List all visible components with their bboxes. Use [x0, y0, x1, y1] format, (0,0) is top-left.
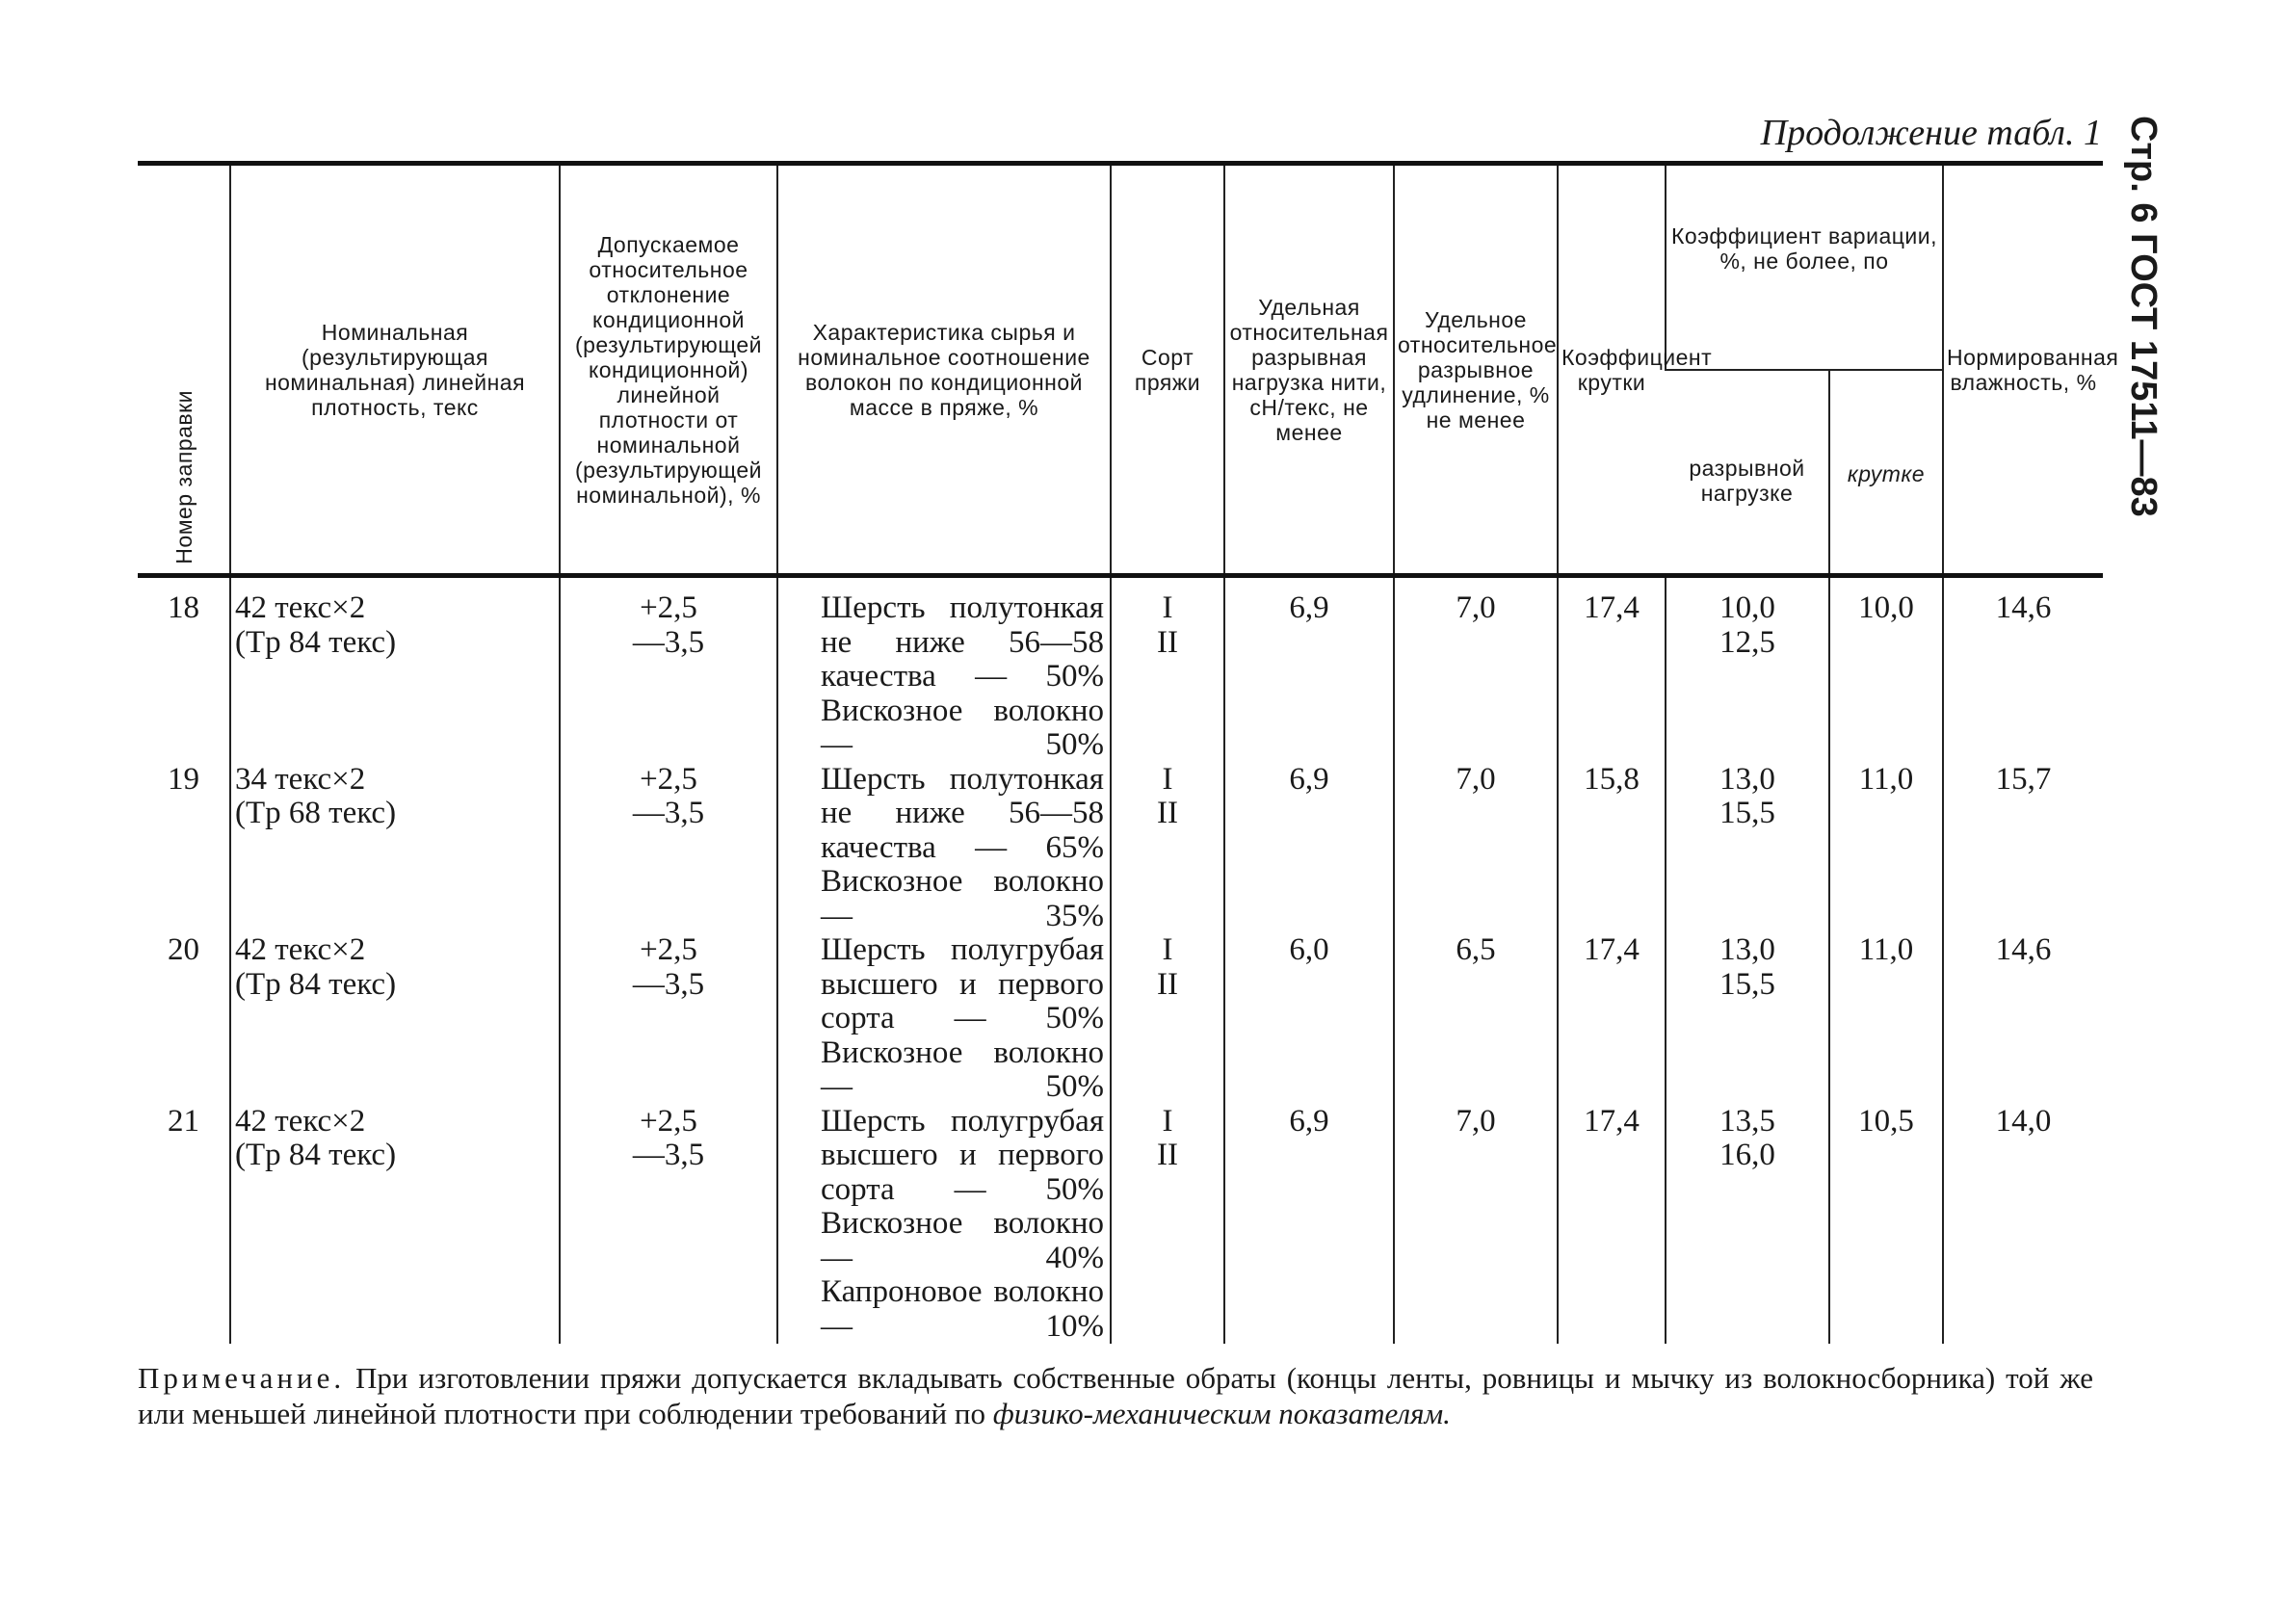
cell-composition [777, 933, 1111, 1105]
header-variation: Коэффициент вариации, %, не более, по [1666, 164, 1943, 370]
page-side-header [2115, 116, 2173, 520]
cell-density [230, 763, 560, 934]
page-side-header-text: Стр. 6 ГОСТ 17511—83 [2123, 116, 2164, 517]
variation-line: 13,0 [1719, 761, 1775, 797]
cell-variation-twist: 11,0 [1829, 933, 1943, 1105]
table-row [138, 763, 2103, 934]
cell-twist-coefficient: 17,4 [1558, 1105, 1666, 1345]
grade-line: II [1157, 796, 1178, 830]
cell-twist-coefficient: 15,8 [1558, 763, 1666, 934]
header-breaking-load: Удельная относительная разрывная нагрузка нити, сН/текс, не менее [1224, 164, 1394, 576]
deviation-minus: —3,5 [632, 796, 705, 830]
cell-composition [777, 1105, 1111, 1345]
grade-line: II [1157, 966, 1178, 1002]
grade-line: I [1162, 932, 1173, 967]
header-humidity: Нормированная влажность, % [1943, 164, 2103, 576]
header-deviation: Допускаемое относительное отклонение кондиционной (результирующей кондиционной) линейной плотности от номинальной (результирующей номинальной), % [560, 164, 777, 576]
variation-line: 15,5 [1719, 796, 1775, 830]
composition-item: Шерсть полугрубая высшего и первого сорта — 50% [821, 932, 1104, 1035]
variation-line: 15,5 [1719, 966, 1775, 1002]
density-line: 34 текс×2 [235, 761, 366, 797]
cell-number: 18 [168, 590, 199, 625]
header-variation-breaking: разрывной нагрузке [1666, 370, 1829, 576]
note-label: Примечание. [138, 1361, 346, 1395]
header-number: Номер заправки [138, 164, 230, 576]
note-text: При изготовлении пряжи допускается вкладывать собственные обраты (концы ленты, ровницы и мычку из волокносборника) той же или меньшей линейной плотности при соблюдении требований по [138, 1361, 2094, 1430]
cell-variation-twist: 11,0 [1829, 763, 1943, 934]
grade-line: I [1162, 1103, 1173, 1139]
variation-line: 16,0 [1719, 1138, 1775, 1172]
cell-elongation: 7,0 [1394, 763, 1558, 934]
composition-item: Вискозное волокно — 50% [821, 693, 1104, 762]
cell-density [230, 576, 560, 763]
header-variation-twist: крутке [1829, 370, 1943, 576]
yarn-specification-table [138, 161, 2119, 1344]
grade-line: I [1162, 590, 1173, 625]
cell-composition [777, 763, 1111, 934]
header-elongation: Удельное относительное разрывное удлинение, % не менее [1394, 164, 1558, 576]
table-row [138, 933, 2103, 1105]
cell-grade [1111, 1105, 1224, 1345]
cell-elongation: 6,5 [1394, 933, 1558, 1105]
header-density: Номинальная (результирующая номинальная) линейная плотность, текс [230, 164, 560, 576]
cell-composition [777, 576, 1111, 763]
density-line: (Tр 84 текс) [235, 1138, 397, 1172]
deviation-minus: —3,5 [632, 966, 705, 1002]
variation-line: 10,0 [1719, 590, 1775, 625]
table-row [138, 576, 2103, 763]
cell-number: 19 [168, 761, 199, 797]
cell-breaking-load: 6,9 [1224, 1105, 1394, 1345]
cell-deviation [560, 576, 777, 763]
cell-grade [1111, 763, 1224, 934]
cell-humidity: 14,6 [1943, 933, 2103, 1105]
cell-deviation [560, 1105, 777, 1345]
header-composition: Характеристика сырья и номинальное соотношение волокон по кондиционной массе в пряже, % [777, 164, 1111, 576]
cell-grade [1111, 933, 1224, 1105]
cell-variation-breaking [1666, 933, 1829, 1105]
deviation-plus: +2,5 [640, 590, 697, 625]
cell-deviation [560, 933, 777, 1105]
density-line: (Tр 84 текс) [235, 966, 397, 1002]
cell-breaking-load: 6,9 [1224, 576, 1394, 763]
density-line: (Tр 68 текс) [235, 796, 397, 830]
cell-twist-coefficient: 17,4 [1558, 576, 1666, 763]
cell-breaking-load: 6,0 [1224, 933, 1394, 1105]
deviation-plus: +2,5 [640, 1103, 697, 1139]
deviation-plus: +2,5 [640, 932, 697, 967]
deviation-minus: —3,5 [632, 1138, 705, 1172]
cell-elongation: 7,0 [1394, 576, 1558, 763]
cell-breaking-load: 6,9 [1224, 763, 1394, 934]
composition-item: Вискозное волокно — 50% [821, 1035, 1104, 1104]
grade-line: II [1157, 1138, 1178, 1172]
cell-variation-twist: 10,0 [1829, 576, 1943, 763]
composition-item: Шерсть полугрубая высшего и первого сорта — 50% [821, 1103, 1104, 1207]
variation-line: 13,5 [1719, 1103, 1775, 1139]
cell-density [230, 1105, 560, 1345]
cell-variation-breaking [1666, 1105, 1829, 1345]
cell-number: 21 [168, 1103, 199, 1139]
cell-humidity: 15,7 [1943, 763, 2103, 934]
cell-humidity: 14,0 [1943, 1105, 2103, 1345]
cell-variation-twist: 10,5 [1829, 1105, 1943, 1345]
variation-line: 13,0 [1719, 932, 1775, 967]
composition-item: Шерсть полутонкая не ниже 56—58 качества — 65% [821, 761, 1104, 865]
cell-number: 20 [168, 932, 199, 967]
cell-deviation [560, 763, 777, 934]
table-caption: Продолжение табл. 1 [1760, 113, 2102, 153]
variation-line: 12,5 [1719, 624, 1775, 660]
cell-density [230, 933, 560, 1105]
density-line: 42 текс×2 [235, 590, 366, 625]
table-row [138, 1105, 2103, 1345]
header-grade: Сорт пряжи [1111, 164, 1224, 576]
cell-humidity: 14,6 [1943, 576, 2103, 763]
density-line: 42 текс×2 [235, 1103, 366, 1139]
grade-line: I [1162, 761, 1173, 797]
cell-variation-breaking [1666, 763, 1829, 934]
composition-item: Вискозное волокно — 35% [821, 864, 1104, 933]
header-twist-coefficient: Коэффициент крутки [1558, 164, 1666, 576]
cell-grade [1111, 576, 1224, 763]
cell-twist-coefficient: 17,4 [1558, 933, 1666, 1105]
deviation-plus: +2,5 [640, 761, 697, 797]
grade-line: II [1157, 624, 1178, 660]
cell-variation-breaking [1666, 576, 1829, 763]
table-note [138, 1360, 2093, 1431]
composition-item: Вискозное волокно — 40% [821, 1206, 1104, 1275]
cell-elongation: 7,0 [1394, 1105, 1558, 1345]
deviation-minus: —3,5 [632, 624, 705, 660]
note-italic-text: физико-механическим показателям. [992, 1397, 1451, 1430]
density-line: 42 текс×2 [235, 932, 366, 967]
density-line: (Tр 84 текс) [235, 624, 397, 660]
composition-item: Капроновое волокно — 10% [821, 1274, 1104, 1344]
composition-item: Шерсть полутонкая не ниже 56—58 качества — 50% [821, 590, 1104, 694]
